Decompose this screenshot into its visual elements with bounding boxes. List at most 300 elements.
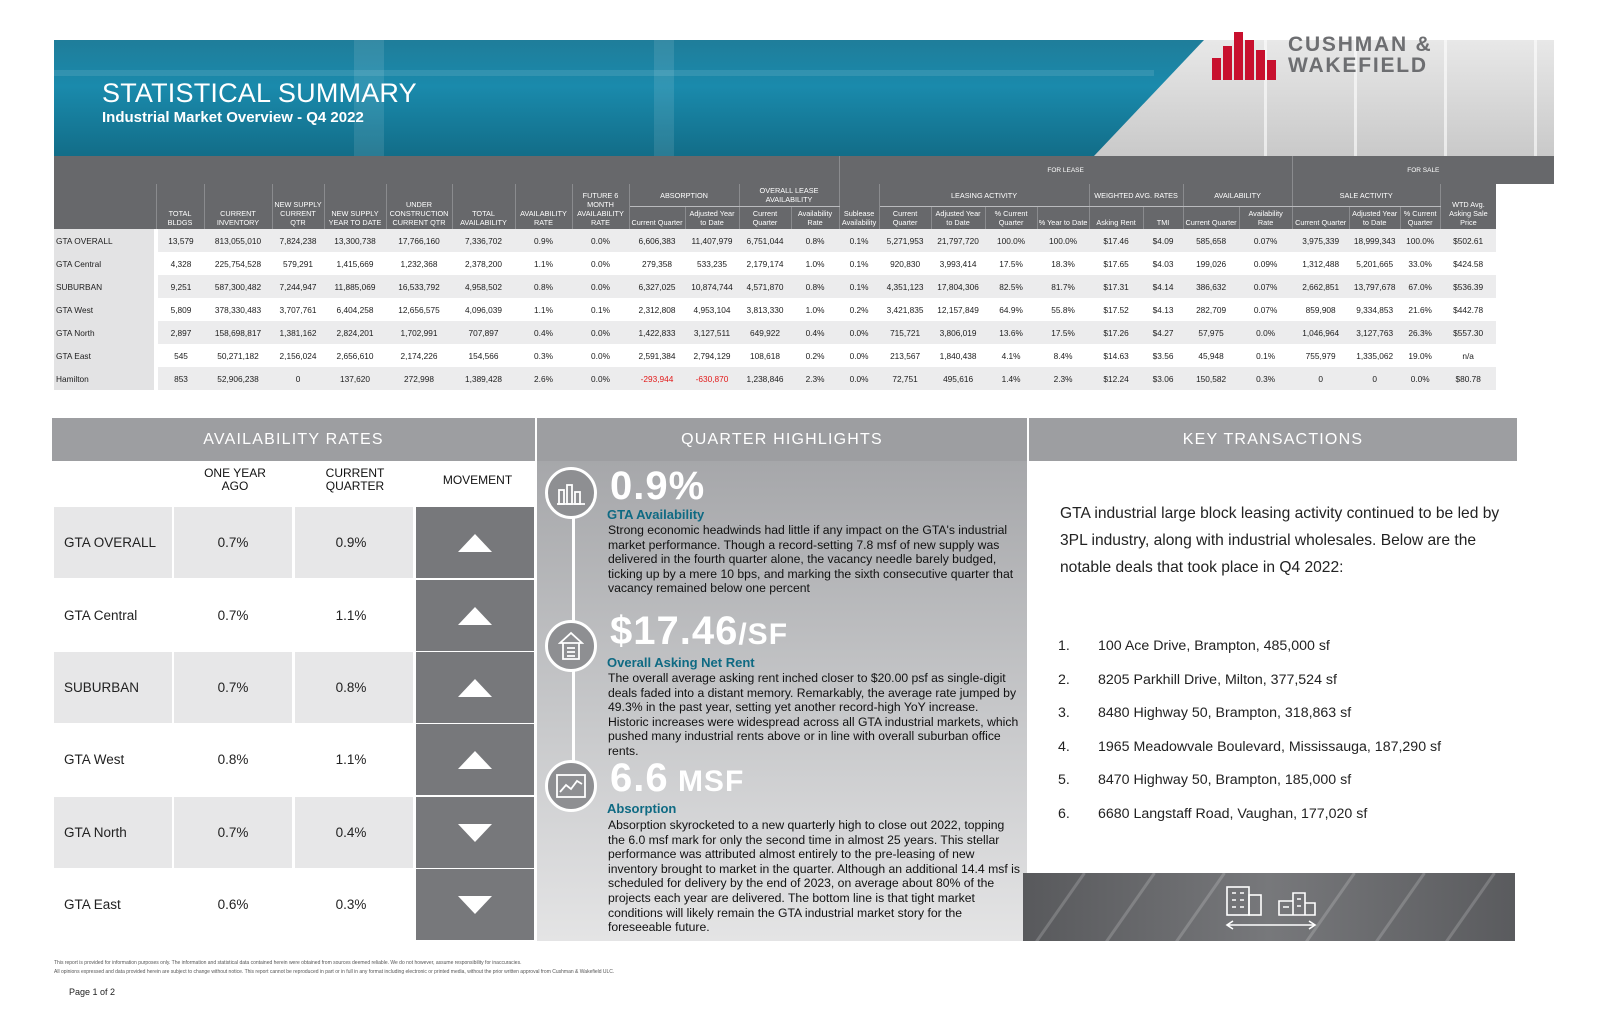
table-cell: 2,378,200: [465, 258, 502, 269]
deal-text: 100 Ace Drive, Brampton, 485,000 sf: [1098, 638, 1330, 654]
bar-chart-icon: [545, 467, 597, 519]
table-row: [54, 229, 1554, 252]
col-absorption: ABSORPTION: [629, 184, 739, 207]
disclaimer-2: All opinions expressed and data provided herein are subject to change without notice. This report cannot be reproduced in part or in full in any format including electronic or printed media, without the prior written approval from Cushman & Wakefield ULC.: [54, 969, 615, 975]
availability-row: [54, 869, 534, 940]
table-cell: 0.8%: [791, 275, 839, 298]
table-cell: 17.5%: [1037, 321, 1089, 344]
table-cell: 21,797,720: [931, 229, 985, 252]
table-cell: 52,906,238: [204, 367, 272, 390]
table-cell: 1,232,368: [400, 258, 438, 269]
table-cell: 3,707,761: [279, 304, 317, 315]
deal-number: 4.: [1058, 738, 1070, 755]
table-cell: 0.4%: [791, 321, 839, 344]
market-name: GTA North: [54, 321, 156, 344]
table-cell: 3,127,763: [1349, 321, 1400, 344]
table-cell: -293,944: [629, 367, 685, 390]
arrow-up-icon: [458, 607, 492, 625]
table-cell: 0.0%: [1400, 367, 1440, 390]
market-name: GTA OVERALL: [54, 229, 156, 252]
sub-current-quarter: Current Quarter: [879, 207, 931, 230]
list-item: [1058, 638, 1528, 672]
availability-current: 0.8%: [295, 652, 413, 723]
table-cell: n/a: [1462, 350, 1474, 361]
highlight-value-2: $17.46/SF: [610, 609, 789, 653]
table-cell: 579,291: [283, 258, 313, 269]
table-cell: 853: [156, 367, 204, 390]
table-cell: 2.6%: [515, 367, 572, 390]
table-cell: 6,404,258: [336, 304, 374, 315]
table-cell: 1,046,964: [1292, 321, 1349, 344]
availability-market: SUBURBAN: [54, 652, 172, 723]
table-cell: 533,235: [697, 258, 727, 269]
sub-current-quarter: Current Quarter: [1183, 207, 1239, 230]
page-title: STATISTICAL SUMMARY: [102, 78, 417, 108]
col-availability-rate: AVAILABILITY RATE: [515, 184, 572, 229]
deal-text: 1965 Meadowvale Boulevard, Mississauga, 187,290 sf: [1098, 738, 1442, 755]
table-row: [54, 252, 1554, 275]
table-cell: 279,358: [642, 258, 672, 269]
table-cell: $536.39: [1440, 275, 1496, 298]
deal-number: 3.: [1058, 705, 1070, 721]
availability-year-ago: 0.7%: [174, 507, 292, 578]
sub-current-quarter: Current Quarter: [1292, 207, 1349, 230]
table-cell: 2,656,610: [336, 350, 374, 361]
highlight-value-1: 0.9%: [610, 464, 706, 508]
availability-year-ago: 0.8%: [174, 724, 292, 795]
table-cell: 5,271,953: [879, 229, 931, 252]
availability-current: 1.1%: [295, 724, 413, 795]
table-cell: 7,336,702: [452, 229, 515, 252]
table-cell: 0.1%: [839, 229, 879, 252]
table-cell: 707,897: [452, 321, 515, 344]
table-cell: $17.26: [1089, 321, 1143, 344]
table-cell: 158,698,817: [204, 321, 272, 344]
table-cell: 4,953,104: [693, 304, 731, 315]
availability-row: [54, 580, 534, 651]
table-cell: 55.8%: [1051, 304, 1075, 315]
table-row: [54, 367, 1554, 390]
market-name: Hamilton: [54, 367, 156, 390]
table-cell: 213,567: [890, 350, 921, 361]
table-cell: $4.14: [1143, 275, 1183, 298]
table-cell: 1.0%: [805, 304, 825, 315]
table-cell: 225,754,528: [214, 258, 262, 269]
table-cell: 3,813,330: [746, 304, 784, 315]
table-cell: 17.5%: [999, 258, 1023, 269]
availability-market: GTA West: [54, 724, 172, 795]
availability-market: GTA Central: [54, 580, 172, 651]
table-cell: 0.3%: [1239, 367, 1292, 390]
col-overall-lease-availability: OVERALL LEASE AVAILABILITY: [739, 184, 839, 207]
table-cell: 0.8%: [515, 275, 572, 298]
table-cell: 5,809: [170, 304, 192, 315]
table-cell: 9,334,853: [1356, 304, 1394, 315]
table-cell: 2,174,226: [400, 350, 438, 361]
table-cell: $4.09: [1143, 229, 1183, 252]
sub-asking-rent: Asking Rent: [1089, 207, 1143, 230]
list-item: [1058, 705, 1528, 739]
table-cell: 0.1%: [591, 304, 610, 315]
table-cell: 859,908: [1305, 304, 1336, 315]
table-cell: 1,389,428: [452, 367, 515, 390]
availability-current: 0.3%: [295, 869, 413, 940]
table-cell: 5,201,665: [1356, 258, 1394, 269]
sub-adjusted-ytd: Adjusted Year to Date: [1349, 207, 1400, 230]
table-cell: 3,127,511: [685, 321, 739, 344]
table-cell: 8.4%: [1053, 350, 1073, 361]
table-cell: 0.0%: [572, 275, 629, 298]
table-cell: 755,979: [1305, 350, 1336, 361]
col-sale-activity: SALE ACTIVITY: [1292, 184, 1440, 207]
table-cell: 545: [174, 350, 188, 361]
table-cell: 813,055,010: [204, 229, 272, 252]
col-total-availability: TOTAL AVAILABILITY: [452, 184, 515, 229]
table-cell: 0.09%: [1253, 258, 1278, 269]
table-cell: 13,797,678: [1349, 275, 1400, 298]
deal-number: 1.: [1058, 638, 1070, 654]
key-transactions-intro: GTA industrial large block leasing activity continued to be led by 3PL industry, along with industrial wholesales. Below are the notable deals that took place in Q4 2022:: [1060, 505, 1500, 576]
table-cell: 3,993,414: [939, 258, 977, 269]
arrow-up-icon: [458, 534, 492, 552]
availability-current: 0.4%: [295, 797, 413, 868]
highlight-label-1: GTA Availability: [607, 507, 705, 522]
deal-text: 8470 Highway 50, Brampton, 185,000 sf: [1098, 772, 1352, 788]
key-transactions-heading: KEY TRANSACTIONS: [1029, 418, 1517, 461]
table-cell: 1,238,846: [739, 367, 791, 390]
col-new-supply-ytd: NEW SUPPLY YEAR TO DATE: [324, 184, 386, 229]
logo-line1: CUSHMAN &: [1288, 33, 1433, 56]
table-cell: 4,571,870: [739, 275, 791, 298]
availability-row: [54, 724, 534, 795]
table-cell: 0: [272, 367, 324, 390]
table-cell: 0.0%: [839, 321, 879, 344]
sub-availability-rate: Availability Rate: [791, 207, 839, 230]
table-row: [54, 298, 1554, 321]
table-cell: 0.1%: [839, 275, 879, 298]
sub-pct-ytd: % Year to Date: [1037, 207, 1089, 230]
table-cell: $3.06: [1143, 367, 1183, 390]
availability-market: GTA North: [54, 797, 172, 868]
table-cell: $17.46: [1089, 229, 1143, 252]
table-cell: 3,806,019: [931, 321, 985, 344]
table-cell: 272,998: [386, 367, 452, 390]
logo-line2: WAKEFIELD: [1288, 54, 1428, 77]
movement-cell: [416, 507, 534, 578]
table-cell: 150,582: [1183, 367, 1239, 390]
table-cell: 12,656,575: [398, 304, 440, 315]
deal-text: 8480 Highway 50, Brampton, 318,863 sf: [1098, 705, 1352, 721]
availability-current: 1.1%: [295, 580, 413, 651]
deal-number: 2.: [1058, 671, 1070, 688]
table-cell: 19.0%: [1408, 350, 1432, 361]
availability-rates-heading: AVAILABILITY RATES: [52, 418, 535, 461]
availability-market: GTA East: [54, 869, 172, 940]
table-cell: 3,975,339: [1292, 229, 1349, 252]
table-cell: 1,702,991: [386, 321, 452, 344]
table-cell: 1.1%: [534, 304, 553, 315]
market-name: GTA East: [54, 344, 156, 367]
table-cell: 0.07%: [1239, 229, 1292, 252]
table-cell: 26.3%: [1400, 321, 1440, 344]
availability-row: [54, 652, 534, 723]
market-name: GTA West: [54, 298, 156, 321]
table-cell: $502.61: [1440, 229, 1496, 252]
sub-pct-current-quarter: % Current Quarter: [1400, 207, 1440, 230]
table-cell: 1,840,438: [939, 350, 977, 361]
table-cell: 2.3%: [791, 367, 839, 390]
table-cell: 81.7%: [1037, 275, 1089, 298]
table-cell: 2,156,024: [279, 350, 317, 361]
table-cell: 18,999,343: [1349, 229, 1400, 252]
col-new-supply-qtr: NEW SUPPLY CURRENT QTR: [272, 184, 324, 229]
transactions-banner-image: [1023, 873, 1515, 941]
col-leasing-activity: LEASING ACTIVITY: [879, 184, 1089, 207]
availability-year-ago: 0.6%: [174, 869, 292, 940]
highlight-value-3: 6.6 MSF: [610, 756, 745, 800]
table-cell: 2,591,384: [638, 350, 676, 361]
table-cell: 0.4%: [515, 321, 572, 344]
table-cell: 7,244,947: [272, 275, 324, 298]
for-sale-header: FOR SALE: [1292, 156, 1554, 184]
highlight-text-2: The overall average asking rent inched closer to $20.00 psf as single-digit deals faded into a distant memory. Remarkably, the average rate jumped by 49.3% in the past year, setting yet another record-high YoY increase. Historic increases were widespread across all GTA industrial markets, which pushed many industrial rents above or in line with overall suburban office rents.: [608, 671, 1019, 758]
table-cell: 13.6%: [985, 321, 1037, 344]
cushman-wakefield-logo: [1212, 30, 1512, 90]
table-cell: 0.2%: [805, 350, 825, 361]
sub-current-quarter: Current Quarter: [739, 207, 791, 230]
table-cell: 21.6%: [1408, 304, 1432, 315]
table-cell: 0.0%: [849, 350, 869, 361]
page-number: Page 1 of 2: [69, 987, 116, 997]
table-cell: 13,300,738: [324, 229, 386, 252]
highlight-text-3: Absorption skyrocketed to a new quarterly high to close out 2022, topping the 6.0 msf mark for only the second time in almost 25 years. This stellar performance was attributed almost entirely to the pre-leasing of new inventory brought to market in the quarter. Although an additional 14.4 msf is scheduled for delivery by the end of 2023, on average about 80% of the projects each year are delivered. The bottom line is that tight market conditions will likely remain the GTA industrial market story for the foreseeable future.: [608, 818, 1020, 935]
sub-adjusted-ytd: Adjusted Year to Date: [685, 207, 739, 230]
table-cell: 0.1%: [849, 258, 869, 269]
highlight-text-1: Strong economic headwinds had little if any impact on the GTA's industrial market performance. Though a record-setting 7.8 msf of new supply was delivered in the fourth quarter alone, the vacancy needle barely budged, ticking up by a mere 10 bps, and marking the sixth consecutive quarter that vacancy remained below one percent: [608, 523, 1014, 596]
movement-cell: [416, 797, 534, 868]
availability-market: GTA OVERALL: [54, 507, 172, 578]
table-cell: 100.0%: [1400, 229, 1440, 252]
col-future-6-month: FUTURE 6 MONTH AVAILABILITY RATE: [572, 184, 629, 229]
table-cell: 1.0%: [805, 258, 825, 269]
line-chart-icon: [545, 760, 597, 812]
arrow-down-icon: [458, 824, 492, 842]
table-cell: 715,721: [879, 321, 931, 344]
table-cell: 2,662,851: [1292, 275, 1349, 298]
for-lease-header: FOR LEASE: [839, 156, 1292, 184]
table-cell: $17.65: [1103, 258, 1129, 269]
table-cell: 3,421,835: [886, 304, 924, 315]
table-cell: 0.0%: [839, 367, 879, 390]
table-cell: -630,870: [685, 367, 739, 390]
page-subtitle: Industrial Market Overview - Q4 2022: [102, 109, 364, 126]
table-cell: $12.24: [1089, 367, 1143, 390]
col-movement: MOVEMENT: [442, 473, 513, 487]
table-cell: 1.4%: [985, 367, 1037, 390]
table-cell: 0.2%: [849, 304, 869, 315]
deal-number: 5.: [1058, 772, 1070, 788]
sub-pct-current-quarter: % Current Quarter: [985, 207, 1037, 230]
table-cell: 585,658: [1183, 229, 1239, 252]
table-cell: 17,766,160: [386, 229, 452, 252]
table-cell: 0.0%: [572, 367, 629, 390]
highlight-label-3: Absorption: [607, 801, 677, 816]
table-cell: 0.9%: [515, 229, 572, 252]
table-cell: 4,958,502: [452, 275, 515, 298]
table-cell: 0.0%: [1239, 321, 1292, 344]
table-cell: 6,751,044: [739, 229, 791, 252]
highlight-label-2: Overall Asking Net Rent: [607, 655, 755, 670]
table-cell: 18.3%: [1051, 258, 1075, 269]
table-cell: 0.3%: [534, 350, 553, 361]
col-under-construction: UNDER CONSTRUCTION CURRENT QTR: [386, 184, 452, 229]
table-cell: 2,794,129: [693, 350, 731, 361]
table-cell: 4,351,123: [879, 275, 931, 298]
stats-spacer: [54, 156, 839, 184]
availability-row: [54, 507, 534, 578]
list-item: [1058, 806, 1528, 840]
table-cell: 1,422,833: [629, 321, 685, 344]
table-cell: 4,096,039: [465, 304, 502, 315]
table-cell: 199,026: [1196, 258, 1227, 269]
deal-text: 8205 Parkhill Drive, Milton, 377,524 sf: [1098, 671, 1337, 688]
table-cell: 1,381,162: [272, 321, 324, 344]
table-cell: 50,271,182: [217, 350, 259, 361]
table-cell: 1,335,062: [1356, 350, 1394, 361]
table-cell: 495,616: [931, 367, 985, 390]
table-cell: 587,300,482: [204, 275, 272, 298]
col-weighted-avg-rates: WEIGHTED AVG. RATES: [1089, 184, 1183, 207]
arrow-down-icon: [458, 896, 492, 914]
table-cell: $14.63: [1103, 350, 1129, 361]
table-cell: 11,407,979: [685, 229, 739, 252]
disclaimer-1: This report is provided for information purposes only. The information and statistical data contained herein were obtained from sources deemed reliable. We do not however, assume responsibility for inaccuracies.: [54, 960, 522, 966]
sub-tmi: TMI: [1143, 207, 1183, 230]
availability-year-ago: 0.7%: [174, 580, 292, 651]
table-cell: 108,618: [750, 350, 780, 361]
table-cell: 2,824,201: [324, 321, 386, 344]
table-cell: 0.07%: [1253, 304, 1278, 315]
movement-cell: [416, 869, 534, 940]
table-cell: 17,804,306: [931, 275, 985, 298]
table-cell: 6,606,383: [629, 229, 685, 252]
col-total-bldgs: TOTAL BLDGS: [156, 184, 204, 229]
col-current-quarter: CURRENT QUARTER: [325, 466, 385, 493]
table-cell: 0.0%: [572, 229, 629, 252]
deal-text: 6680 Langstaff Road, Vaughan, 177,020 sf: [1098, 805, 1368, 822]
col-current-inventory: CURRENT INVENTORY: [204, 184, 272, 229]
table-cell: 0: [1349, 367, 1400, 390]
table-cell: 2,179,174: [746, 258, 784, 269]
table-cell: 0.0%: [591, 350, 610, 361]
table-cell: 0.1%: [1256, 350, 1276, 361]
col-wtd-avg-asking-sale-price: WTD Avg. Asking Sale Price: [1440, 184, 1496, 229]
col-one-year-ago: ONE YEAR AGO: [204, 466, 266, 493]
quarter-highlights-heading: QUARTER HIGHLIGHTS: [537, 418, 1027, 461]
table-cell: 100.0%: [1037, 229, 1089, 252]
list-item: [1058, 739, 1528, 773]
sub-current-quarter: Current Quarter: [629, 207, 685, 230]
sub-availability-rate: Availability Rate: [1239, 207, 1292, 230]
building-icon: [545, 620, 597, 672]
table-cell: $4.27: [1143, 321, 1183, 344]
table-cell: $80.78: [1440, 367, 1496, 390]
market-name: GTA Central: [54, 252, 156, 275]
sub-adjusted-ytd: Adjusted Year to Date: [931, 207, 985, 230]
table-cell: 7,824,238: [272, 229, 324, 252]
table-cell: $3.56: [1152, 350, 1174, 361]
buildings-transfer-icon: [1223, 881, 1319, 935]
table-cell: $557.30: [1440, 321, 1496, 344]
table-cell: 82.5%: [985, 275, 1037, 298]
table-cell: 2,312,808: [638, 304, 676, 315]
table-row: [54, 344, 1554, 367]
table-cell: 0: [1292, 367, 1349, 390]
table-cell: 10,874,744: [685, 275, 739, 298]
table-cell: 0.0%: [591, 258, 610, 269]
table-cell: $442.78: [1453, 304, 1484, 315]
table-cell: 0.0%: [572, 321, 629, 344]
availability-row: [54, 797, 534, 868]
movement-cell: [416, 724, 534, 795]
table-cell: 154,566: [468, 350, 499, 361]
table-cell: 378,330,483: [214, 304, 262, 315]
table-cell: 13,579: [156, 229, 204, 252]
movement-cell: [416, 580, 534, 651]
table-cell: 67.0%: [1400, 275, 1440, 298]
logo-mark-icon: [1212, 32, 1278, 80]
table-cell: 0.07%: [1239, 275, 1292, 298]
table-cell: $17.52: [1103, 304, 1129, 315]
table-cell: 1,312,488: [1302, 258, 1340, 269]
arrow-up-icon: [458, 679, 492, 697]
table-cell: 1.1%: [534, 258, 553, 269]
table-cell: 4.1%: [1001, 350, 1021, 361]
movement-cell: [416, 652, 534, 723]
table-cell: 9,251: [156, 275, 204, 298]
table-cell: 64.9%: [999, 304, 1023, 315]
table-row: [54, 321, 1554, 344]
table-cell: 137,620: [324, 367, 386, 390]
table-cell: 649,922: [739, 321, 791, 344]
list-item: [1058, 672, 1528, 706]
table-cell: 1,415,669: [336, 258, 374, 269]
table-cell: 11,885,069: [324, 275, 386, 298]
table-cell: 16,533,792: [386, 275, 452, 298]
table-cell: 2,897: [156, 321, 204, 344]
deal-number: 6.: [1058, 805, 1070, 822]
table-cell: $4.03: [1152, 258, 1174, 269]
table-cell: 72,751: [879, 367, 931, 390]
table-cell: 6,327,025: [629, 275, 685, 298]
table-cell: 45,948: [1198, 350, 1224, 361]
table-row: [54, 275, 1554, 298]
table-cell: $424.58: [1453, 258, 1484, 269]
table-cell: 4,328: [170, 258, 192, 269]
availability-year-ago: 0.7%: [174, 797, 292, 868]
col-sublease-availability: Sublease Availability: [839, 184, 879, 229]
table-cell: 33.0%: [1408, 258, 1432, 269]
table-cell: $17.31: [1089, 275, 1143, 298]
table-cell: 282,709: [1196, 304, 1227, 315]
arrow-up-icon: [458, 751, 492, 769]
table-cell: 920,830: [890, 258, 921, 269]
col-sale-availability: AVAILABILITY: [1183, 184, 1292, 207]
availability-current: 0.9%: [295, 507, 413, 578]
table-cell: 100.0%: [985, 229, 1037, 252]
list-item: [1058, 772, 1528, 806]
transactions-list: [1058, 638, 1528, 839]
